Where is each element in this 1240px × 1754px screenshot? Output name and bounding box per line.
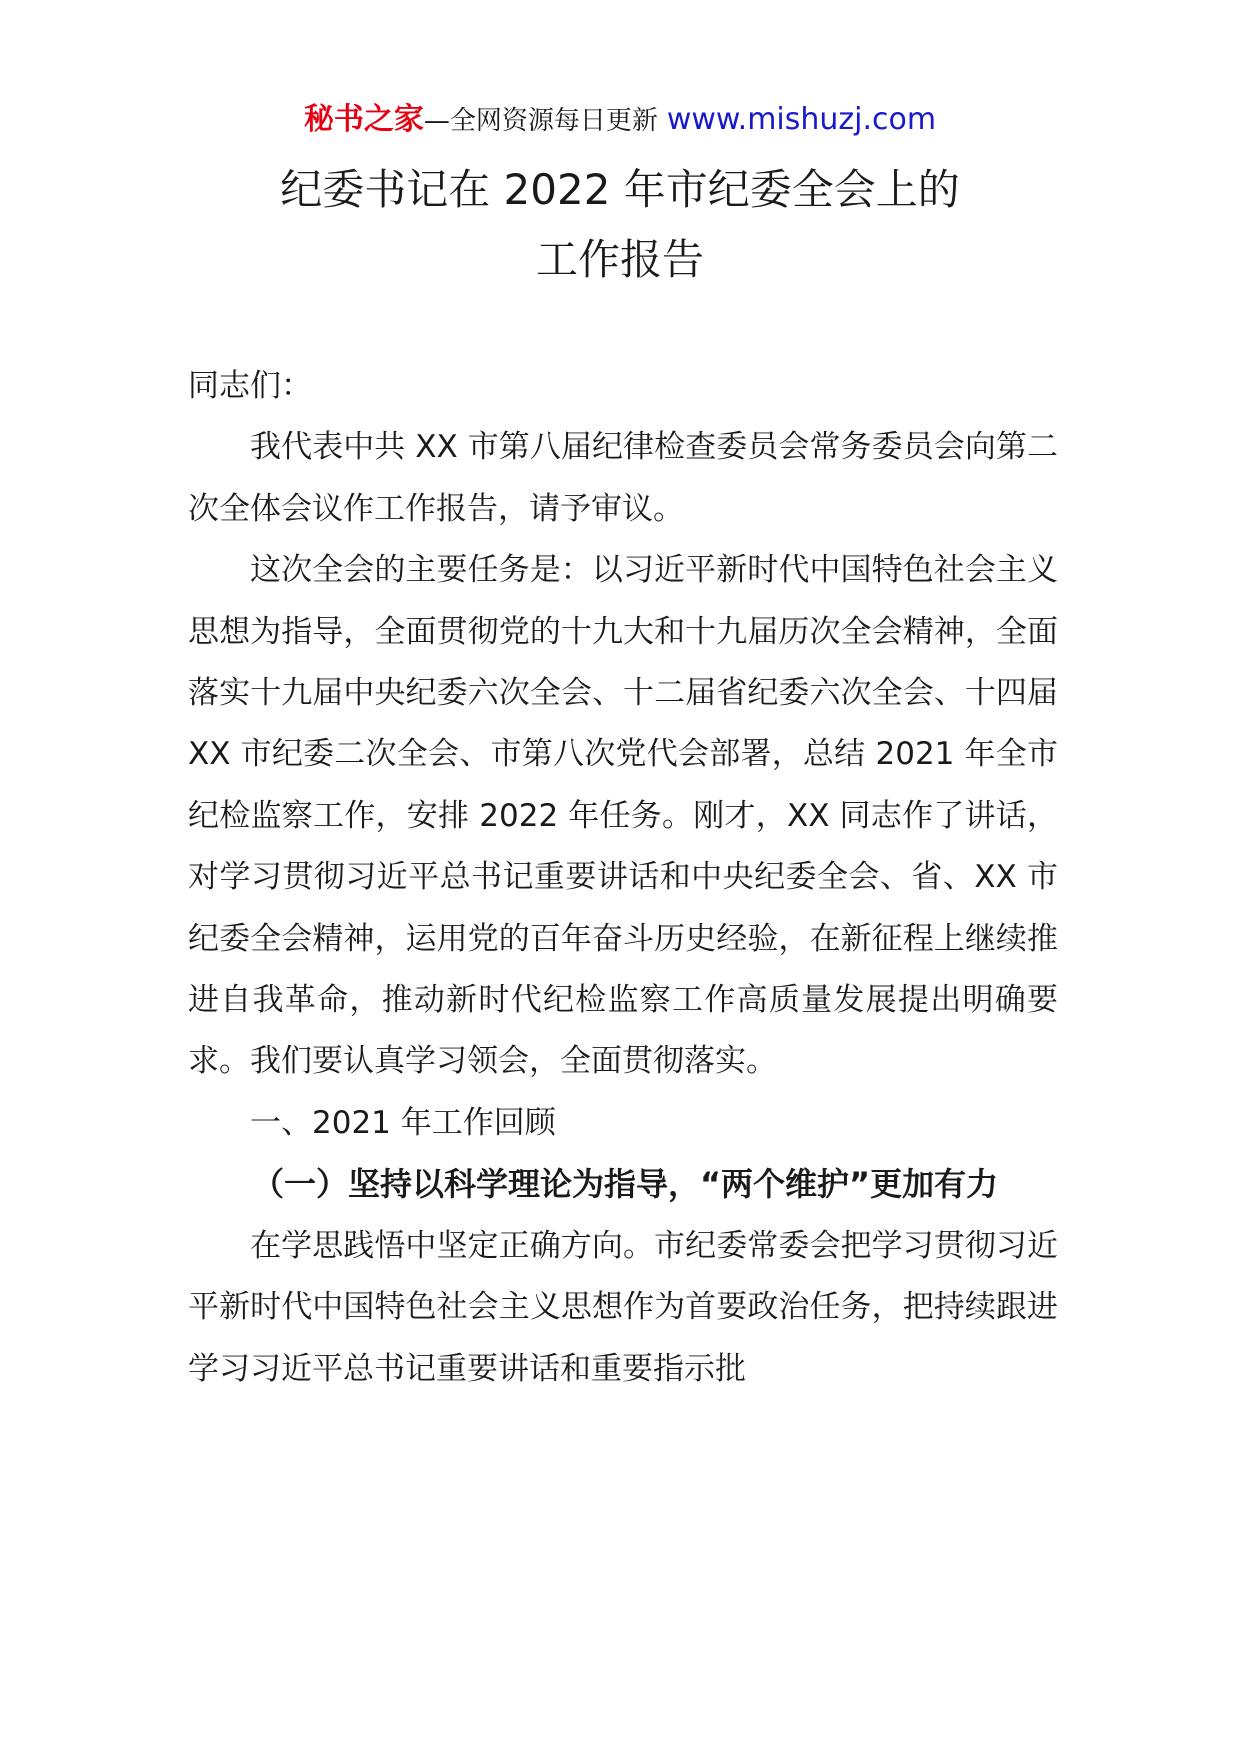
- site-banner: [0, 100, 1240, 141]
- document-title-line-1: 纪委书记在 2022 年市纪委全会上的: [280, 165, 960, 214]
- document-title-line-2: 工作报告: [535, 235, 704, 284]
- salutation: 同志们：: [188, 368, 312, 404]
- document-body: [188, 356, 1058, 1400]
- section-heading-1: 一、2021 年工作回顾: [250, 1104, 556, 1141]
- subsection-heading-1: （一）坚持以科学理论为指导，“两个维护”更加有力: [252, 1165, 999, 1204]
- brand-name: 秘书之家: [303, 102, 424, 137]
- site-url-link[interactable]: www.mishuzj.com: [666, 102, 937, 137]
- paragraph-3: 在学思践悟中坚定正确方向。市纪委常委会把学习贯彻习近平新时代中国特色社会主义思想作为首要政治任务，把持续跟进学习习近平总书记重要讲话和重要指示批: [188, 1227, 1058, 1387]
- banner-tagline: —全网资源每日更新: [423, 106, 658, 136]
- paragraph-2: 这次全会的主要任务是：以习近平新时代中国特色社会主义思想为指导，全面贯彻党的十九大和十九届历次全会精神，全面落实十九届中央纪委六次全会、十二届省纪委六次全会、十四届 XX 市纪委二次全会、市第八次党代会部署，总结 2021 年全市纪检监察工作，安排 2022 年任务。刚才，XX 同志作了讲话，对学习贯彻习近平总书记重要讲话和中央纪委全会、省、XX 市纪委全会精神，运用党的百年奋斗历史经验，在新征程上继续推进自我革命，推动新时代纪检监察工作高质量发展提出明确要求。我们要认真学习领会，全面贯彻落实。: [188, 552, 1058, 1080]
- paragraph-1: 我代表中共 XX 市第八届纪律检查委员会常务委员会向第二次全体会议作工作报告，请予审议。: [188, 429, 1058, 527]
